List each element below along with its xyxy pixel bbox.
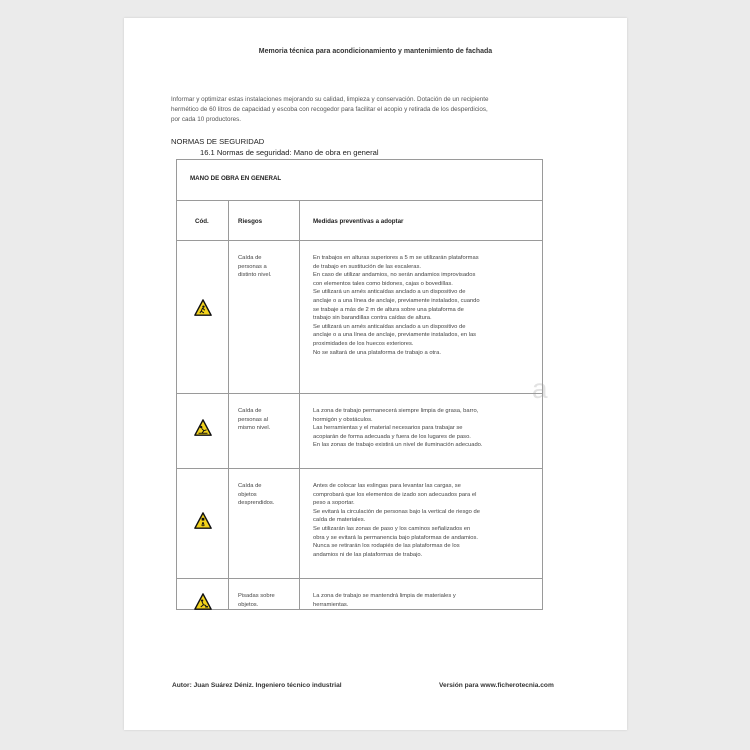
risk-line: desprendidos. [238,500,275,507]
risk-line: Pisadas sobre [238,593,275,599]
table-row [177,394,542,469]
measure-line: comprobará que los elementos de izado son adecuados para el [313,491,477,498]
measure-line: se trabaje a más de 2 m de altura sobre una plataforma de [313,306,464,313]
document-title: Memoria técnica para acondicionamiento y mantenimiento de fachada [258,48,493,55]
measure-line: Se utilizará un arnés anticaídas anclado a un dispositivo de [313,289,466,296]
warning-falling-objects-icon [194,512,212,530]
watermark: a [532,373,548,404]
measure-line: acopiarán de forma adecuada y fuera de los lugares de paso. [313,433,471,440]
table-row [177,241,542,394]
measure-line: En las zonas de trabajo existirá un nivel de iluminación adecuado. [313,442,483,449]
table-title-row [177,160,542,201]
document-page [124,18,627,730]
measure-line: Las herramientas y el material necesarios para trabajar se [313,425,463,432]
measure-line: anclaje o a una línea de anclaje, previamente instalados, en las [313,332,477,339]
safety-table [176,159,543,610]
footer-author: Autor: Juan Suárez Déniz. Ingeniero técnico industrial [172,682,342,689]
measure-line: hormigón y obstáculos. [313,416,373,423]
measure-line: En trabajos en alturas superiores a 5 m se utilizarán plataformas [313,255,479,261]
risk-cell [238,592,293,609]
measure-line: herramientas. [313,601,349,608]
measures-cell [313,407,537,450]
measure-line: obra y se evitará la permanencia bajo plataformas de andamios. [313,534,478,541]
intro-line: hermético de 60 litros de capacidad y escoba con recogedor para facilitar el acopio y retirada de los desperdicios, [171,106,488,113]
risk-line: personas al [238,416,268,423]
table-header-row [177,201,542,241]
header-code: Cód. [195,218,209,225]
subsection-heading: 16.1 Normas de seguridad: Mano de obra en general [200,148,379,157]
risk-cell [238,407,293,433]
measure-line: Nunca se retirarán los rodapiés de las plataformas de los [313,543,460,550]
header-measures: Medidas preventivas a adoptar [313,218,404,225]
risk-line: Caída de [238,408,262,414]
measure-line: La zona de trabajo permanecerá siempre limpia de grasa, barro, [313,408,479,414]
risk-line: objetos. [238,601,259,608]
risk-line: personas a [238,263,267,270]
measure-line: con elementos tales como bidones, cajas o bovedillas. [313,280,453,287]
intro-line: Informar y optimizar estas instalaciones mejorando su calidad, limpieza y conservación. Dotación de un recipiente [171,96,489,103]
measure-line: proximidades de los huecos exteriores. [313,340,414,347]
risk-line: mismo nivel. [238,425,271,432]
measure-line: de trabajo en sustitución de las escaleras. [313,263,421,270]
footer-version: Versión para www.ficherotecnia.com [439,682,554,689]
intro-paragraph [171,95,591,125]
risk-line: Caída de [238,255,262,261]
measure-line: No se saltará de una plataforma de trabajo a otra. [313,349,441,356]
measure-line: trabajo sin barandillas contra caídas de altura. [313,315,432,322]
header-risks: Riesgos [238,218,263,225]
measures-cell [313,482,537,559]
measures-cell [313,592,537,609]
risk-line: distinto nivel. [238,272,272,279]
table-row [177,469,542,579]
table-title: MANO DE OBRA EN GENERAL [190,175,282,182]
risk-line: objetos [238,491,257,498]
measure-line: andamios ni de las plataformas de trabajo. [313,551,423,558]
measures-cell [313,254,537,357]
table-row [177,579,542,611]
measure-line: anclaje o a una línea de anclaje, previamente instalados, cuando [313,297,480,304]
measure-line: La zona de trabajo se mantendrá limpia de materiales y [313,593,456,599]
warning-fall-icon [194,299,212,317]
measure-line: En caso de utilizar andamios, no serán andamios improvisados [313,272,476,279]
intro-line: por cada 10 productores. [171,116,242,123]
risk-line: Caída de [238,483,262,489]
risk-cell [238,482,293,508]
measure-line: Se utilizarán las zonas de paso y los caminos señalizados en [313,525,471,532]
measure-line: peso a soportar. [313,500,355,507]
measure-line: Se evitará la circulación de personas bajo la vertical de riesgo de [313,508,480,515]
measure-line: caída de materiales. [313,517,366,524]
warning-slip-icon [194,419,212,437]
section-heading: NORMAS DE SEGURIDAD [171,137,265,146]
measure-line: Antes de colocar las eslingas para levantar las cargas, se [313,483,461,489]
measure-line: Se utilizará un arnés anticaídas anclado a un dispositivo de [313,323,466,330]
warning-trip-icon [194,593,212,611]
risk-cell [238,254,293,280]
